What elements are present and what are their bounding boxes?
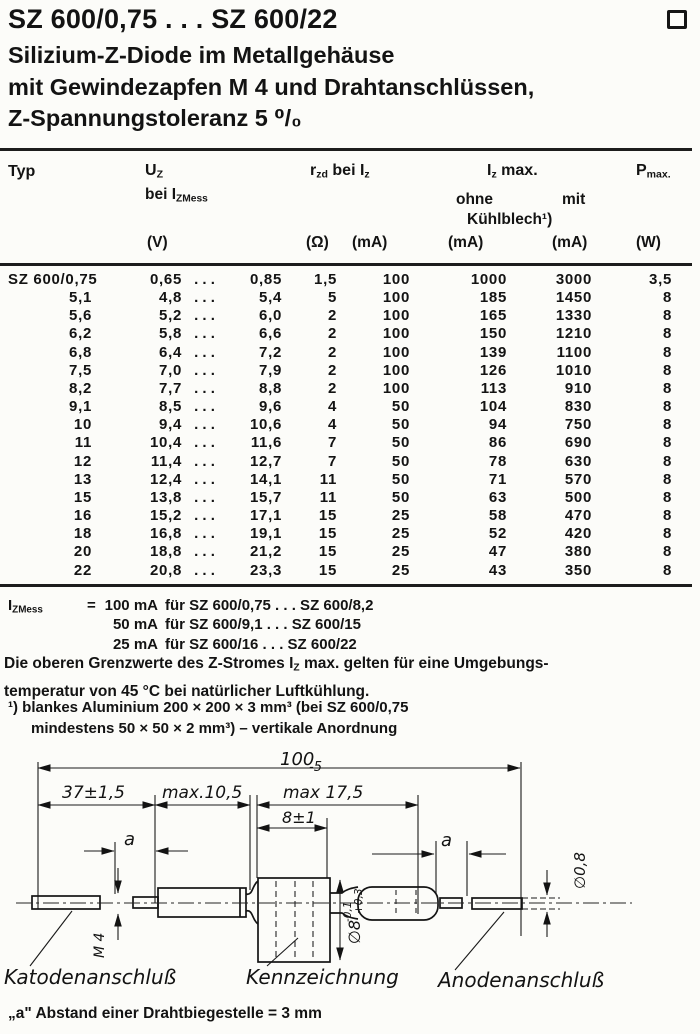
table-cell: . . . <box>194 416 215 434</box>
table-cell: . . . <box>194 289 215 307</box>
table-cell: 8 <box>662 561 672 579</box>
hex-body <box>258 878 330 962</box>
table-cell: 100 <box>382 271 410 288</box>
table-cell: 7,0 <box>159 361 182 379</box>
table-cell: 16 <box>73 507 92 525</box>
table-cell: 8 <box>662 488 672 506</box>
table-cell: . . . <box>194 525 215 543</box>
table-cell: 11,4 <box>150 452 182 470</box>
table-cell: 350 <box>564 561 592 579</box>
table-cell: 2 <box>327 343 337 361</box>
table-cell: 6,0 <box>259 307 282 325</box>
col-header-rzd: $r_{zd}$ bei $I_z$ <box>310 162 370 181</box>
table-cell: 25 <box>391 525 410 543</box>
table-cell: 8 <box>662 525 672 543</box>
izmess-line: 25 mA für SZ 600/16 . . . SZ 600/22 <box>112 635 357 653</box>
table-cell: 6,2 <box>69 325 92 343</box>
table-cell: 20,8 <box>150 561 182 579</box>
table-cell: . . . <box>194 470 215 488</box>
table-cell: 1,5 <box>314 271 337 288</box>
table-cell: 8,8 <box>259 379 282 397</box>
table-cell: 8 <box>662 343 672 361</box>
table-cell: 43 <box>488 561 507 579</box>
table-cell: 8,5 <box>159 398 182 416</box>
subtitle <box>8 40 534 135</box>
table-row <box>8 289 674 307</box>
table-row <box>8 562 674 580</box>
table-cell: . . . <box>194 398 215 416</box>
table-cell: 25 <box>391 543 410 561</box>
table-row <box>8 489 674 507</box>
table-cell: 8 <box>662 398 672 416</box>
table-cell: . . . <box>194 307 215 325</box>
table-row <box>8 325 674 343</box>
table-cell: 165 <box>479 307 507 325</box>
table-cell: 0,65 <box>150 271 182 288</box>
table-cell: 50 <box>391 398 410 416</box>
divider-table-bottom <box>0 584 692 587</box>
table-cell: 6,6 <box>259 325 282 343</box>
divider-top <box>0 148 692 151</box>
table-cell: 2 <box>327 361 337 379</box>
note-line: temperatur von 45 °C bei natürlicher Luftkühlung. <box>4 682 370 700</box>
table-cell: 20 <box>73 543 92 561</box>
table-cell: 5,6 <box>69 307 92 325</box>
svg-text:∅8: ∅8 <box>345 919 364 944</box>
bend-note: „a" Abstand einer Drahtbiegestelle = 3 mm <box>8 1005 322 1022</box>
table-cell: 58 <box>488 507 507 525</box>
table-cell: 7,7 <box>159 379 182 397</box>
table-cell: 8 <box>662 289 672 307</box>
unit-ma1: (mA) <box>352 234 388 251</box>
table-cell: 52 <box>488 525 507 543</box>
col-header-uz-cond: bei $I_{ZMess}$ <box>145 186 208 205</box>
table-cell: 1450 <box>555 289 592 307</box>
table-cell: 11 <box>319 488 337 506</box>
table-cell: 100 <box>382 361 410 379</box>
table-row <box>8 525 674 543</box>
table-row <box>8 416 674 434</box>
table-cell: 1000 <box>470 271 507 288</box>
table-cell: 8 <box>662 434 672 452</box>
table-cell: 12,7 <box>250 452 282 470</box>
anode-leader <box>455 912 504 970</box>
table-cell: 6,4 <box>159 343 182 361</box>
dim-lead: 37±1,5 <box>62 783 125 803</box>
table-cell: . . . <box>194 488 215 506</box>
table-cell: 50 <box>391 488 410 506</box>
table-row <box>8 271 674 289</box>
table-cell: 4,8 <box>159 289 182 307</box>
izmess-line: 100 mA für SZ 600/0,75 . . . SZ 600/8,2 <box>104 597 374 614</box>
table-cell: . . . <box>194 434 215 452</box>
table-cell: . . . <box>194 379 215 397</box>
dim-overall-tol: -5 <box>309 760 322 775</box>
page-title: SZ 600/0,75 . . . SZ 600/22 <box>8 4 338 34</box>
table-cell: 113 <box>480 379 507 397</box>
table-row <box>8 398 674 416</box>
table-cell: 100 <box>382 289 410 307</box>
cathode-leader <box>30 911 72 966</box>
table-cell: 1100 <box>556 343 592 361</box>
note-line: Die oberen Grenzwerte des Z-Stromes $I_Z$ max. gelten für eine Umgebungs- <box>4 655 549 674</box>
table-cell: 9,6 <box>259 398 282 416</box>
dim-a-left: a <box>124 829 136 850</box>
table-cell: 126 <box>479 361 507 379</box>
table-cell: 8 <box>662 507 672 525</box>
table-cell: 8 <box>662 543 672 561</box>
table-cell: 5,2 <box>159 307 182 325</box>
unit-ohm: (Ω) <box>306 234 329 251</box>
table-cell: 7,9 <box>259 361 282 379</box>
table-cell: 15 <box>318 507 337 525</box>
svg-text:∅0,8: ∅0,8 <box>571 852 589 889</box>
table-cell: 5 <box>327 289 337 307</box>
table-cell: 2 <box>327 379 337 397</box>
col-header-typ: Typ <box>8 163 36 180</box>
table-cell: 185 <box>479 289 507 307</box>
izmess-lines <box>102 596 373 654</box>
table-cell: 15 <box>73 488 92 506</box>
table-cell: 500 <box>564 488 592 506</box>
table-cell: 78 <box>488 452 507 470</box>
table-cell: . . . <box>194 361 215 379</box>
table-cell: 18,8 <box>150 543 182 561</box>
table-cell: 47 <box>488 543 507 561</box>
anode-label: Anodenanschluß <box>438 968 605 992</box>
table-row <box>8 307 674 325</box>
table-cell: 94 <box>488 416 507 434</box>
table-cell: 570 <box>564 470 592 488</box>
footnote-line: ¹) blankes Aluminium 200 × 200 × 3 mm³ (bei SZ 600/0,75 <box>8 699 409 716</box>
footnote-line: mindestens 50 × 50 × 2 mm³) – vertikale Anordnung <box>31 720 398 737</box>
table-cell: 15,2 <box>150 507 182 525</box>
table-cell: 18 <box>73 525 92 543</box>
table-cell: . . . <box>194 343 215 361</box>
table-cell: 750 <box>564 416 592 434</box>
table-cell: . . . <box>194 507 215 525</box>
subtitle-line: Z-Spannungstoleranz 5 ⁰/₀ <box>8 105 302 131</box>
table-cell: 8 <box>662 361 672 379</box>
table-row <box>8 344 674 362</box>
table-cell: 12 <box>73 452 92 470</box>
table-cell: 9,1 <box>69 398 92 416</box>
marking-label: Kennzeichnung <box>246 965 399 989</box>
table-cell: 630 <box>564 452 592 470</box>
table-cell: 5,4 <box>259 289 282 307</box>
table-cell: 8 <box>662 379 672 397</box>
table-cell: 86 <box>488 434 507 452</box>
divider-header <box>0 263 692 266</box>
dim-body: max 17,5 <box>283 783 364 803</box>
table-cell: 1330 <box>555 307 592 325</box>
table-cell: 63 <box>488 488 507 506</box>
table-cell: 15,7 <box>250 488 282 506</box>
table-cell: 50 <box>391 470 410 488</box>
table-cell: 16,8 <box>150 525 182 543</box>
table-cell: 11 <box>319 470 337 488</box>
dim-overall: 100 <box>280 749 315 770</box>
table-cell: 104 <box>479 398 507 416</box>
table-cell: 470 <box>564 507 592 525</box>
table-cell: 139 <box>479 343 507 361</box>
table-cell: 19,1 <box>250 525 282 543</box>
unit-v: (V) <box>147 234 168 251</box>
table-cell: 7 <box>327 434 337 452</box>
table-cell: 8 <box>662 452 672 470</box>
table-cell: 5,8 <box>159 325 182 343</box>
table-row <box>8 507 674 525</box>
table-cell: 25 <box>391 561 410 579</box>
corner-square-icon <box>667 10 687 29</box>
table-cell: . . . <box>194 452 215 470</box>
table-cell: 3,5 <box>649 271 672 288</box>
subtitle-line: Silizium-Z-Diode im Metallgehäuse <box>8 42 395 68</box>
izmess-label: $I_{ZMess}$ <box>8 597 43 616</box>
table-cell: 150 <box>479 325 507 343</box>
col-header-izmax: $I_z$ max. <box>487 162 538 181</box>
table-cell: 25 <box>391 507 410 525</box>
col-header-mit: mit <box>562 191 586 208</box>
table-cell: 50 <box>391 452 410 470</box>
izmess-equals: = <box>87 597 96 614</box>
dimension-labels <box>4 749 604 992</box>
table-cell: 12,4 <box>150 470 182 488</box>
table-cell: 17,1 <box>250 507 282 525</box>
table-cell: 23,3 <box>250 561 282 579</box>
table-cell: 830 <box>564 398 592 416</box>
table-cell: 8 <box>662 416 672 434</box>
table-cell: 11,6 <box>250 434 282 452</box>
table-cell: 910 <box>564 379 592 397</box>
svg-text:-0,1: -0,1 <box>342 901 354 922</box>
table-cell: 71 <box>488 470 507 488</box>
table-cell: 5,1 <box>69 289 92 307</box>
unit-w: (W) <box>636 234 661 251</box>
cathode-label: Katodenanschluß <box>4 965 177 989</box>
table-cell: 13,8 <box>150 488 182 506</box>
table-cell: 10 <box>73 416 92 434</box>
table-cell: . . . <box>194 325 215 343</box>
dim-stud: max.10,5 <box>162 783 243 803</box>
thread-label <box>92 933 108 958</box>
table-cell: 690 <box>564 434 592 452</box>
table-cell: 380 <box>564 543 592 561</box>
table-row <box>8 453 674 471</box>
dim-marking: 8±1 <box>282 808 316 827</box>
table-cell: 8 <box>662 307 672 325</box>
table-cell: 2 <box>327 325 337 343</box>
table-row <box>8 543 674 561</box>
col-header-ohne: ohne <box>456 191 494 208</box>
table-cell: 50 <box>391 434 410 452</box>
table-cell: 100 <box>382 307 410 325</box>
col-header-kuehlblech: Kühlblech¹) <box>467 211 553 228</box>
table-cell: 10,4 <box>150 434 182 452</box>
table-cell: 13 <box>73 470 92 488</box>
col-header-uz: $U_Z$ <box>145 162 164 181</box>
table-cell: . . . <box>194 561 215 579</box>
table-cell: 4 <box>327 398 337 416</box>
izmess-line: 50 mA für SZ 600/9,1 . . . SZ 600/15 <box>112 616 361 634</box>
table-cell: . . . <box>194 271 215 288</box>
svg-text:+0,3: +0,3 <box>353 888 365 914</box>
subtitle-line: mit Gewindezapfen M 4 und Drahtanschlüssen, <box>8 73 535 100</box>
table-cell: 15 <box>318 525 337 543</box>
svg-text:M 4: M 4 <box>92 932 108 958</box>
table-cell: 2 <box>327 307 337 325</box>
table-cell: 8 <box>662 470 672 488</box>
table-cell: 1210 <box>555 325 592 343</box>
outline-drawing <box>0 746 700 1004</box>
table-cell: 3000 <box>555 271 592 288</box>
spec-table <box>8 271 674 580</box>
table-cell: 100 <box>382 379 410 397</box>
table-cell: 10,6 <box>250 416 282 434</box>
table-cell: 15 <box>318 561 337 579</box>
table-cell: SZ 600/0,75 <box>8 271 98 288</box>
table-cell: 21,2 <box>250 543 282 561</box>
table-row <box>8 380 674 398</box>
table-cell: 15 <box>318 543 337 561</box>
table-row <box>8 434 674 452</box>
dim-dia-wire <box>571 852 589 889</box>
table-cell: 420 <box>564 525 592 543</box>
table-cell: 0,85 <box>250 271 282 288</box>
table-cell: 4 <box>327 416 337 434</box>
table-cell: 8,2 <box>69 379 92 397</box>
dim-a-right: a <box>441 830 453 851</box>
table-cell: 1010 <box>555 361 592 379</box>
table-cell: 11 <box>74 434 92 452</box>
table-cell: 22 <box>73 561 92 579</box>
table-cell: 7,5 <box>69 361 92 379</box>
table-cell: 8 <box>662 325 672 343</box>
table-cell: . . . <box>194 543 215 561</box>
table-cell: 100 <box>382 343 410 361</box>
col-header-pmax: $P_{max.}$ <box>636 162 671 181</box>
table-cell: 14,1 <box>250 470 282 488</box>
table-row <box>8 471 674 489</box>
table-cell: 9,4 <box>159 416 182 434</box>
table-cell: 100 <box>382 325 410 343</box>
unit-ma3: (mA) <box>552 234 588 251</box>
hidden-edges <box>16 881 632 959</box>
table-cell: 6,8 <box>69 343 92 361</box>
table-row <box>8 362 674 380</box>
note-paragraph <box>4 652 549 703</box>
table-cell: 50 <box>391 416 410 434</box>
unit-ma2: (mA) <box>448 234 484 251</box>
table-cell: 7 <box>327 452 337 470</box>
table-cell: 7,2 <box>259 343 282 361</box>
